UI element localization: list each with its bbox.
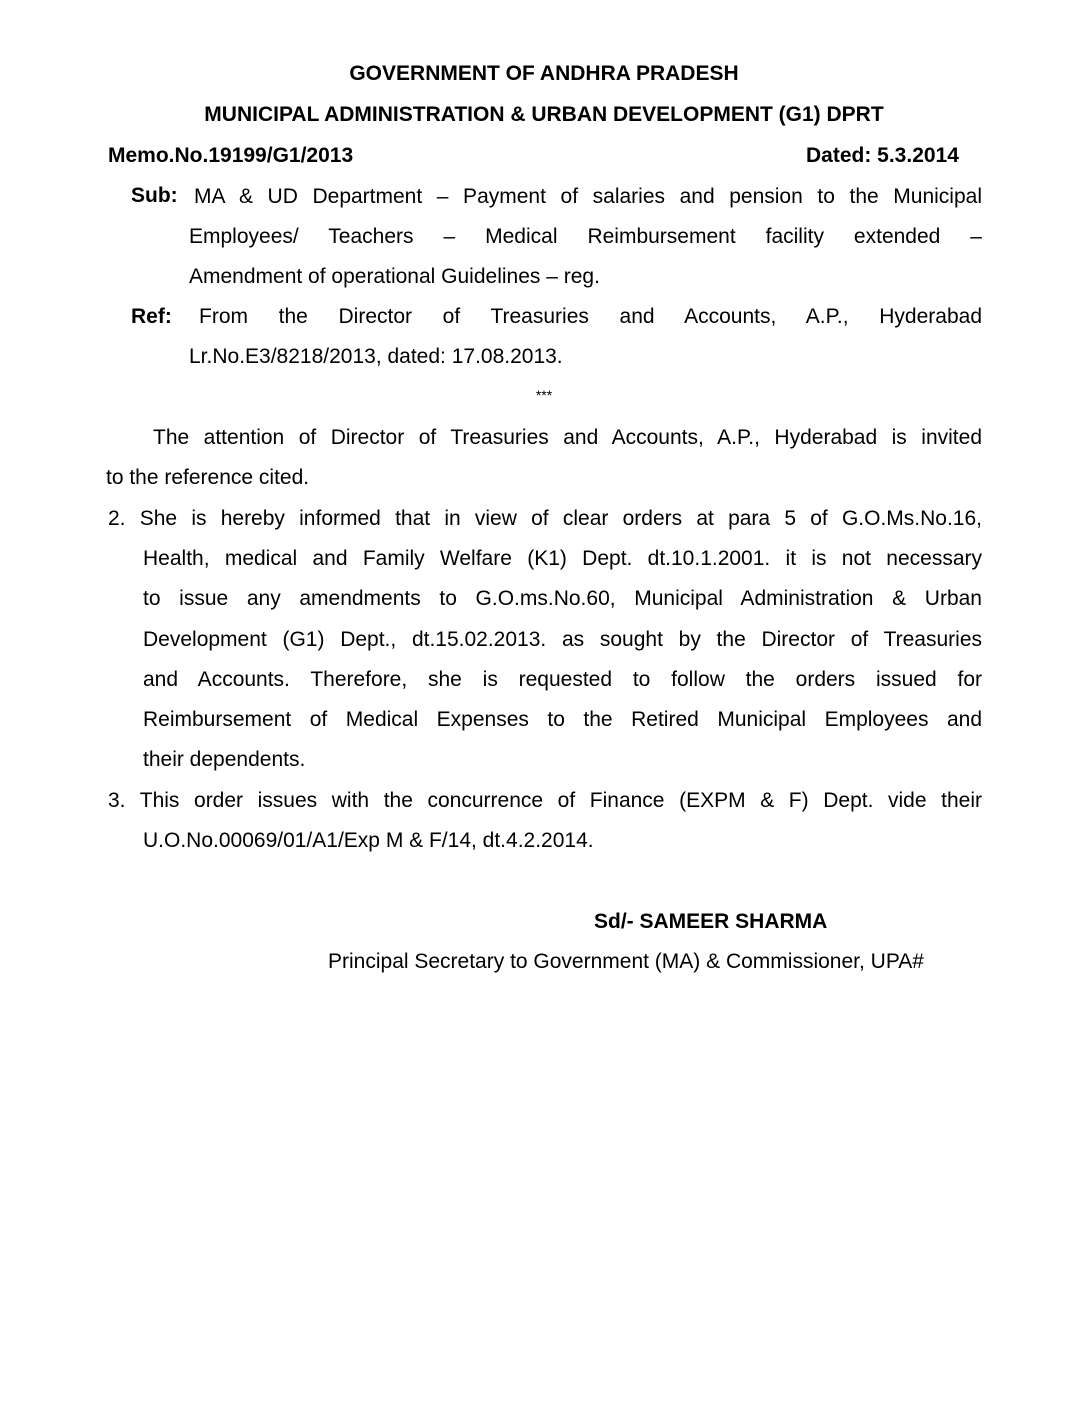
para2-line-3: to issue any amendments to G.O.ms.No.60, Municipal Administration & Urban bbox=[143, 587, 982, 611]
paragraph-1-first-line bbox=[153, 418, 982, 458]
para2-line-7: their dependents. bbox=[143, 748, 306, 772]
para1-line-2: to the reference cited. bbox=[106, 466, 310, 489]
paragraph-2-first-line bbox=[108, 499, 982, 539]
para3-line-2: U.O.No.00069/01/A1/Exp M & F/14, dt.4.2.2014. bbox=[143, 829, 594, 852]
subject-first-line-block bbox=[194, 177, 982, 217]
subject-label: Sub: bbox=[131, 184, 178, 207]
separator-stars: *** bbox=[535, 387, 553, 403]
reference-line-2: Lr.No.E3/8218/2013, dated: 17.08.2013. bbox=[189, 345, 563, 368]
para3-line-1: 3. This order issues with the concurrence of Finance (EXPM & F) Dept. vide their bbox=[108, 789, 982, 812]
department-heading: MUNICIPAL ADMINISTRATION & URBAN DEVELOPMENT (G1) DPRT bbox=[204, 103, 884, 126]
para2-line-1: 2. She is hereby informed that in view of clear orders at para 5 of G.O.Ms.No.16, bbox=[108, 507, 982, 530]
paragraph-3-first-line bbox=[108, 781, 982, 821]
subject-line-2: Employees/ Teachers – Medical Reimbursement facility extended – bbox=[189, 225, 982, 248]
government-heading: GOVERNMENT OF ANDHRA PRADESH bbox=[349, 62, 739, 85]
memo-date: Dated: 5.3.2014 bbox=[806, 144, 959, 167]
para2-line-5: and Accounts. Therefore, she is requested to follow the orders issued for bbox=[143, 667, 982, 691]
reference-label: Ref: bbox=[131, 305, 172, 328]
para2-line-2: Health, medical and Family Welfare (K1) Dept. dt.10.1.2001. it is not necessary bbox=[143, 547, 982, 570]
reference-line-1: From the Director of Treasuries and Accounts, A.P., Hyderabad bbox=[199, 305, 982, 328]
paragraph-2-body bbox=[143, 539, 982, 781]
memo-number: Memo.No.19199/G1/2013 bbox=[108, 144, 354, 167]
para2-line-4: Development (G1) Dept., dt.15.02.2013. as sought by the Director of Treasuries bbox=[143, 627, 982, 651]
subject-continuation-block bbox=[189, 217, 982, 298]
para1-line-1: The attention of Director of Treasuries and Accounts, A.P., Hyderabad is invited bbox=[153, 426, 982, 449]
subject-line-3: Amendment of operational Guidelines – reg. bbox=[189, 265, 600, 289]
signatory-name: Sd/- SAMEER SHARMA bbox=[594, 910, 828, 933]
signatory-designation: Principal Secretary to Government (MA) & Commissioner, UPA# bbox=[328, 950, 924, 973]
reference-first-line-block bbox=[199, 297, 982, 337]
subject-line-1: MA & UD Department – Payment of salaries and pension to the Municipal bbox=[194, 185, 982, 208]
para2-line-6: Reimbursement of Medical Expenses to the Retired Municipal Employees and bbox=[143, 708, 982, 732]
